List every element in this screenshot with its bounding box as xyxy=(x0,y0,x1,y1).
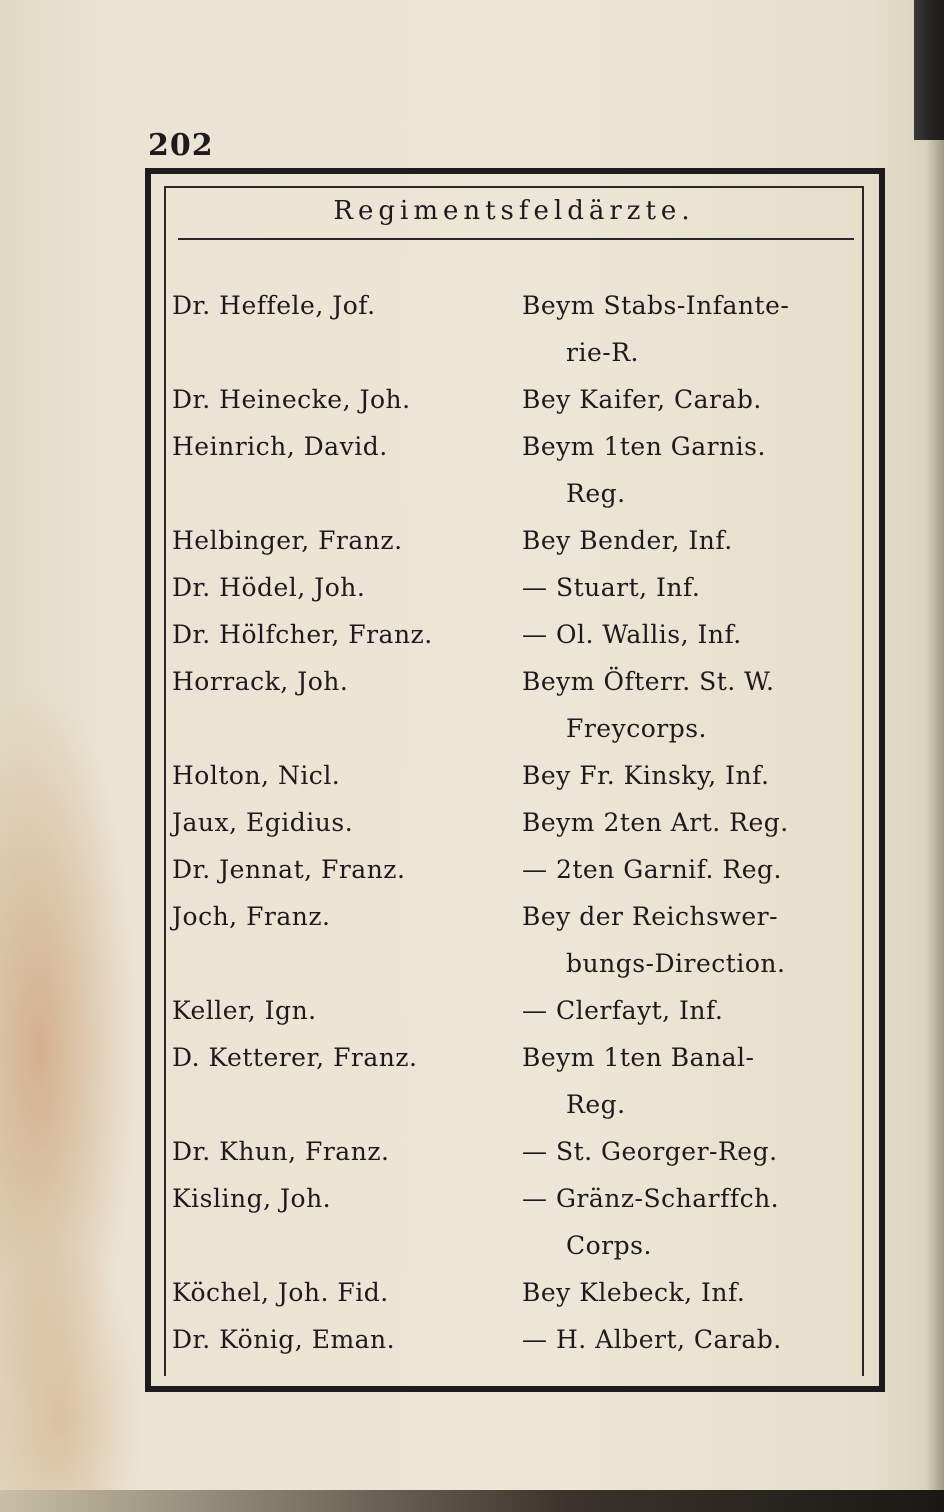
entry-row xyxy=(172,752,852,799)
entry-post-continuation: Corps. xyxy=(566,1231,652,1260)
entry-post-line: Beym Stabs-Infante- xyxy=(522,291,790,320)
entry-row xyxy=(172,423,852,517)
entry-post-line: Bey Bender, Inf. xyxy=(522,526,733,555)
entry-post xyxy=(522,376,852,423)
entry-post xyxy=(522,1034,852,1128)
entry-post xyxy=(522,893,852,987)
entry-post-line: — St. Georger-Reg. xyxy=(522,1137,778,1166)
entry-post-continuation: rie-R. xyxy=(566,338,639,367)
entry-row xyxy=(172,1269,852,1316)
entry-name: Köchel, Joh. Fid. xyxy=(172,1278,389,1307)
entry-row xyxy=(172,611,852,658)
entry-name: D. Ketterer, Franz. xyxy=(172,1043,418,1072)
entry-post xyxy=(522,1269,852,1316)
entry-row xyxy=(172,564,852,611)
entry-post-continuation: Freycorps. xyxy=(566,714,707,743)
entry-list xyxy=(172,282,852,1363)
entry-post-line: — 2ten Garnif. Reg. xyxy=(522,855,782,884)
entry-name: Dr. Jennat, Franz. xyxy=(172,855,406,884)
entry-post xyxy=(522,282,852,376)
entry-name: Dr. Heffele, Jof. xyxy=(172,291,376,320)
entry-name: Dr. Hölfcher, Franz. xyxy=(172,620,433,649)
entry-post xyxy=(522,752,852,799)
entry-row xyxy=(172,376,852,423)
entry-post xyxy=(522,611,852,658)
entry-row xyxy=(172,799,852,846)
entry-name: Dr. Khun, Franz. xyxy=(172,1137,390,1166)
entry-post-line: Bey Kaifer, Carab. xyxy=(522,385,762,414)
entry-name: Helbinger, Franz. xyxy=(172,526,403,555)
entry-post xyxy=(522,564,852,611)
entry-row xyxy=(172,893,852,987)
page-number: 202 xyxy=(148,128,214,163)
entry-row xyxy=(172,1034,852,1128)
entry-post xyxy=(522,1128,852,1175)
entry-post xyxy=(522,799,852,846)
entry-name: Joch, Franz. xyxy=(172,902,331,931)
entry-name: Jaux, Egidius. xyxy=(172,808,354,837)
entry-row xyxy=(172,282,852,376)
entry-name: Holton, Nicl. xyxy=(172,761,341,790)
entry-post-line: — Gränz-Scharffch. xyxy=(522,1184,780,1213)
entry-post xyxy=(522,517,852,564)
entry-row xyxy=(172,658,852,752)
entry-post-line: Bey Klebeck, Inf. xyxy=(522,1278,746,1307)
entry-post-line: — H. Albert, Carab. xyxy=(522,1325,782,1354)
page-bottom-edge xyxy=(0,1490,944,1512)
entry-post xyxy=(522,987,852,1034)
entry-post-line: Beym 2ten Art. Reg. xyxy=(522,808,789,837)
entry-post-line: — Ol. Wallis, Inf. xyxy=(522,620,742,649)
entry-post-line: Beym Öfterr. St. W. xyxy=(522,667,775,696)
entry-name: Dr. Heinecke, Joh. xyxy=(172,385,411,414)
entry-name: Dr. König, Eman. xyxy=(172,1325,396,1354)
entry-name: Kisling, Joh. xyxy=(172,1184,332,1213)
heading-rule xyxy=(178,238,854,240)
entry-row xyxy=(172,1175,852,1269)
entry-post-line: — Clerfayt, Inf. xyxy=(522,996,724,1025)
entry-row xyxy=(172,846,852,893)
entry-post-continuation: Reg. xyxy=(566,1090,626,1119)
entry-name: Dr. Hödel, Joh. xyxy=(172,573,366,602)
section-heading: Regimentsfeldärzte. xyxy=(333,196,695,226)
entry-post-line: Bey der Reichswer- xyxy=(522,902,779,931)
entry-post-continuation: bungs-Direction. xyxy=(566,949,786,978)
entry-name: Horrack, Joh. xyxy=(172,667,349,696)
entry-row xyxy=(172,987,852,1034)
entry-name: Keller, Ign. xyxy=(172,996,317,1025)
entry-post xyxy=(522,1316,852,1363)
entry-post-continuation: Reg. xyxy=(566,479,626,508)
entry-post-line: Beym 1ten Garnis. xyxy=(522,432,766,461)
page-edge-shadow xyxy=(926,0,944,1512)
entry-post-line: Beym 1ten Banal- xyxy=(522,1043,755,1072)
entry-post xyxy=(522,1175,852,1269)
entry-row xyxy=(172,1128,852,1175)
entry-post-line: Bey Fr. Kinsky, Inf. xyxy=(522,761,770,790)
entry-post xyxy=(522,846,852,893)
entry-post-line: — Stuart, Inf. xyxy=(522,573,701,602)
entry-post xyxy=(522,423,852,517)
entry-post xyxy=(522,658,852,752)
entry-row xyxy=(172,517,852,564)
entry-row xyxy=(172,1316,852,1363)
entry-name: Heinrich, David. xyxy=(172,432,388,461)
